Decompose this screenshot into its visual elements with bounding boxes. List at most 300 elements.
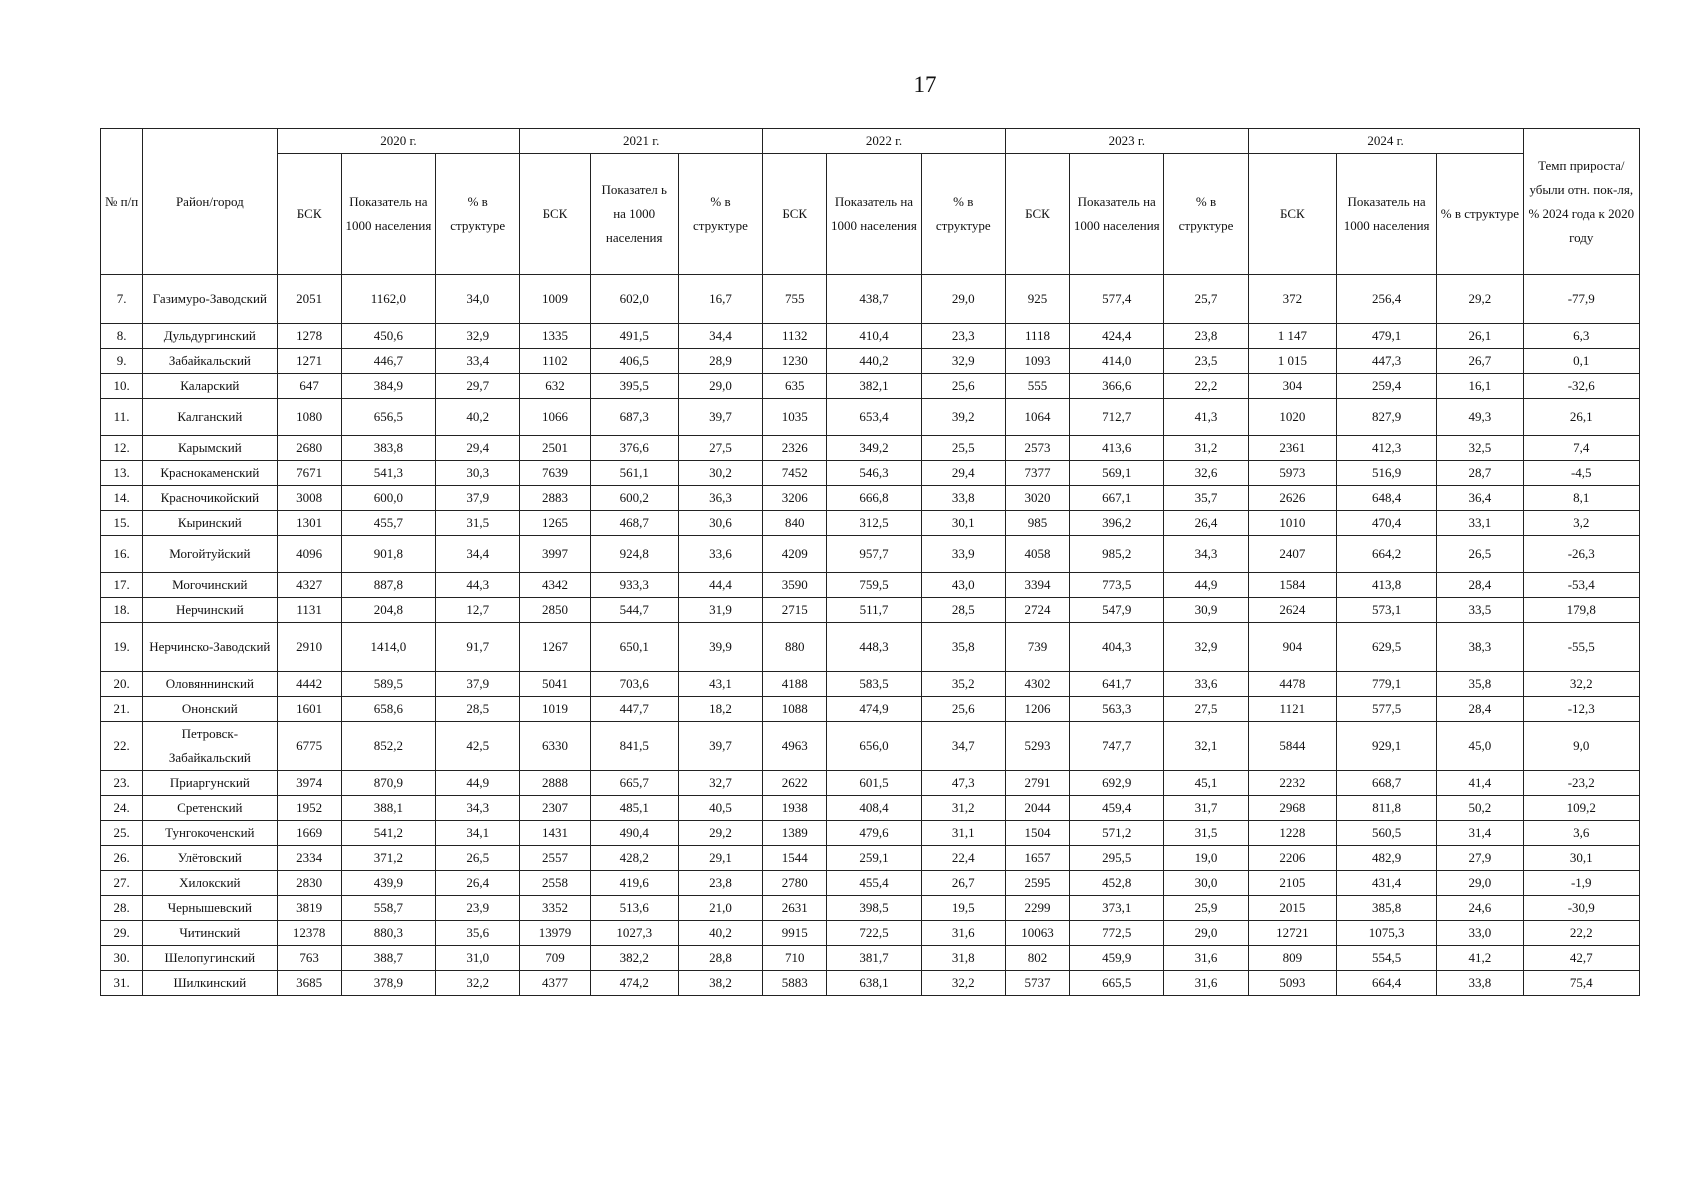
table-cell: 34,0 (436, 275, 520, 324)
table-row (101, 623, 1640, 672)
region-name: Кыринский (143, 511, 277, 536)
table-cell: 827,9 (1336, 399, 1436, 436)
table-cell: 722,5 (827, 921, 921, 946)
table-cell: 985 (1005, 511, 1069, 536)
table-cell: 31,2 (921, 796, 1005, 821)
table-cell: 91,7 (436, 623, 520, 672)
table-cell: 32,7 (678, 771, 762, 796)
table-cell: 22,4 (921, 846, 1005, 871)
statistics-table (100, 128, 1640, 996)
table-cell: 870,9 (341, 771, 435, 796)
table-cell: 479,1 (1336, 324, 1436, 349)
table-cell: 43,0 (921, 573, 1005, 598)
table-cell: 2968 (1248, 796, 1336, 821)
table-row (101, 573, 1640, 598)
table-cell: 388,7 (341, 946, 435, 971)
table-cell: 1657 (1005, 846, 1069, 871)
table-cell: 2105 (1248, 871, 1336, 896)
table-cell: 4302 (1005, 672, 1069, 697)
header-bsk: БСК (520, 154, 590, 275)
table-cell: 30,2 (678, 461, 762, 486)
table-cell: 3008 (277, 486, 341, 511)
region-name: Приаргунский (143, 771, 277, 796)
table-cell: 28,5 (436, 697, 520, 722)
table-cell: 1669 (277, 821, 341, 846)
table-cell: 2307 (520, 796, 590, 821)
row-number: 14. (101, 486, 143, 511)
header-per1000: Показател ь на 1000 населения (590, 154, 678, 275)
row-number: 22. (101, 722, 143, 771)
table-cell: 32,6 (1164, 461, 1248, 486)
table-cell: -26,3 (1523, 536, 1639, 573)
table-cell: 656,0 (827, 722, 921, 771)
table-cell: 658,6 (341, 697, 435, 722)
page-number: 17 (913, 72, 937, 97)
table-cell: 26,7 (921, 871, 1005, 896)
region-name: Могойтуйский (143, 536, 277, 573)
table-cell: 712,7 (1070, 399, 1164, 436)
table-row (101, 324, 1640, 349)
table-cell: -30,9 (1523, 896, 1639, 921)
table-cell: 35,6 (436, 921, 520, 946)
header-pct: % в структуре (921, 154, 1005, 275)
table-cell: 385,8 (1336, 896, 1436, 921)
table-cell: 656,5 (341, 399, 435, 436)
header-bsk: БСК (1248, 154, 1336, 275)
table-cell: 1601 (277, 697, 341, 722)
table-cell: 29,4 (436, 436, 520, 461)
table-cell: 34,4 (436, 536, 520, 573)
table-cell: 3974 (277, 771, 341, 796)
table-cell: 668,7 (1336, 771, 1436, 796)
table-cell: 33,8 (921, 486, 1005, 511)
table-cell: 43,1 (678, 672, 762, 697)
table-cell: 446,7 (341, 349, 435, 374)
table-cell: 371,2 (341, 846, 435, 871)
table-cell: 31,5 (1164, 821, 1248, 846)
table-row (101, 672, 1640, 697)
table-cell: 1132 (763, 324, 827, 349)
table-cell: 709 (520, 946, 590, 971)
table-cell: 641,7 (1070, 672, 1164, 697)
table-cell: 5737 (1005, 971, 1069, 996)
table-row (101, 722, 1640, 771)
table-cell: 1271 (277, 349, 341, 374)
table-cell: 44,9 (1164, 573, 1248, 598)
table-cell: 1265 (520, 511, 590, 536)
table-cell: 16,1 (1437, 374, 1523, 399)
table-cell: 1335 (520, 324, 590, 349)
table-cell: 589,5 (341, 672, 435, 697)
table-cell: 665,7 (590, 771, 678, 796)
table-cell: 459,9 (1070, 946, 1164, 971)
table-cell: 439,9 (341, 871, 435, 896)
table-cell: 4327 (277, 573, 341, 598)
table-cell: 26,1 (1437, 324, 1523, 349)
table-cell: 1 015 (1248, 349, 1336, 374)
table-cell: 12378 (277, 921, 341, 946)
table-cell: 459,4 (1070, 796, 1164, 821)
row-number: 17. (101, 573, 143, 598)
table-cell: 635 (763, 374, 827, 399)
table-cell: 929,1 (1336, 722, 1436, 771)
table-cell: 1301 (277, 511, 341, 536)
row-number: 8. (101, 324, 143, 349)
row-number: 10. (101, 374, 143, 399)
table-row (101, 486, 1640, 511)
table-cell: 26,7 (1437, 349, 1523, 374)
table-cell: 924,8 (590, 536, 678, 573)
table-cell: 37,9 (436, 672, 520, 697)
table-cell: 2715 (763, 598, 827, 623)
header-year-2023: 2023 г. (1005, 129, 1248, 154)
table-cell: 410,4 (827, 324, 921, 349)
table-cell: 1093 (1005, 349, 1069, 374)
table-cell: 75,4 (1523, 971, 1639, 996)
table-cell: 22,2 (1523, 921, 1639, 946)
table-cell: 12721 (1248, 921, 1336, 946)
table-cell: 388,1 (341, 796, 435, 821)
table-cell: 650,1 (590, 623, 678, 672)
table-cell: 34,4 (678, 324, 762, 349)
table-cell: 32,2 (921, 971, 1005, 996)
table-cell: 448,3 (827, 623, 921, 672)
row-number: 11. (101, 399, 143, 436)
table-cell: 32,9 (436, 324, 520, 349)
table-cell: 23,5 (1164, 349, 1248, 374)
table-cell: 34,7 (921, 722, 1005, 771)
table-cell: 985,2 (1070, 536, 1164, 573)
table-cell: 33,4 (436, 349, 520, 374)
table-row (101, 796, 1640, 821)
table-cell: 6775 (277, 722, 341, 771)
table-cell: 4442 (277, 672, 341, 697)
table-cell: 259,1 (827, 846, 921, 871)
region-name: Красночикойский (143, 486, 277, 511)
table-cell: 3,6 (1523, 821, 1639, 846)
table-cell: 33,6 (678, 536, 762, 573)
table-cell: 664,2 (1336, 536, 1436, 573)
table-cell: 2044 (1005, 796, 1069, 821)
table-cell: 179,8 (1523, 598, 1639, 623)
region-name: Оловяннинский (143, 672, 277, 697)
table-cell: 27,5 (678, 436, 762, 461)
table-cell: 802 (1005, 946, 1069, 971)
table-cell: 485,1 (590, 796, 678, 821)
table-cell: 647 (277, 374, 341, 399)
table-cell: 3997 (520, 536, 590, 573)
header-year-2021: 2021 г. (520, 129, 763, 154)
table-cell: 13979 (520, 921, 590, 946)
table-cell: 1 147 (1248, 324, 1336, 349)
table-cell: 1431 (520, 821, 590, 846)
table-cell: 5093 (1248, 971, 1336, 996)
region-name: Читинский (143, 921, 277, 946)
table-cell: 109,2 (1523, 796, 1639, 821)
table-cell: 42,5 (436, 722, 520, 771)
table-cell: 2624 (1248, 598, 1336, 623)
table-row (101, 349, 1640, 374)
row-number: 12. (101, 436, 143, 461)
table-cell: 39,7 (678, 399, 762, 436)
table-cell: 30,3 (436, 461, 520, 486)
table-cell: 1544 (763, 846, 827, 871)
table-cell: 2501 (520, 436, 590, 461)
region-name: Хилокский (143, 871, 277, 896)
table-cell: 2850 (520, 598, 590, 623)
table-cell: 27,9 (1437, 846, 1523, 871)
table-cell: 349,2 (827, 436, 921, 461)
table-cell: -55,5 (1523, 623, 1639, 672)
table-cell: 577,4 (1070, 275, 1164, 324)
table-cell: 30,1 (921, 511, 1005, 536)
table-cell: 372 (1248, 275, 1336, 324)
table-cell: 1584 (1248, 573, 1336, 598)
table-cell: 22,2 (1164, 374, 1248, 399)
region-name: Нерчинский (143, 598, 277, 623)
table-cell: 2791 (1005, 771, 1069, 796)
table-cell: 438,7 (827, 275, 921, 324)
table-cell: 2573 (1005, 436, 1069, 461)
table-cell: 406,5 (590, 349, 678, 374)
table-cell: 880 (763, 623, 827, 672)
table-cell: 32,1 (1164, 722, 1248, 771)
table-cell: 23,8 (678, 871, 762, 896)
table-cell: 632 (520, 374, 590, 399)
table-cell: 560,5 (1336, 821, 1436, 846)
region-name: Карымский (143, 436, 277, 461)
table-cell: 39,7 (678, 722, 762, 771)
table-cell: 35,7 (1164, 486, 1248, 511)
table-cell: -32,6 (1523, 374, 1639, 399)
table-cell: -12,3 (1523, 697, 1639, 722)
table-cell: 31,1 (921, 821, 1005, 846)
region-name: Краснокаменский (143, 461, 277, 486)
header-pct: % в структуре (1164, 154, 1248, 275)
table-cell: 6330 (520, 722, 590, 771)
table-cell: 396,2 (1070, 511, 1164, 536)
table-cell: 1075,3 (1336, 921, 1436, 946)
table-cell: 42,7 (1523, 946, 1639, 971)
table-cell: 204,8 (341, 598, 435, 623)
table-cell: 1121 (1248, 697, 1336, 722)
table-cell: 33,6 (1164, 672, 1248, 697)
table-cell: 23,3 (921, 324, 1005, 349)
table-cell: 376,6 (590, 436, 678, 461)
table-cell: 1952 (277, 796, 341, 821)
header-bsk: БСК (763, 154, 827, 275)
table-body (101, 275, 1640, 996)
table-cell: 31,9 (678, 598, 762, 623)
table-cell: 1027,3 (590, 921, 678, 946)
table-cell: 29,0 (921, 275, 1005, 324)
table-cell: 703,6 (590, 672, 678, 697)
region-name: Забайкальский (143, 349, 277, 374)
table-cell: 27,5 (1164, 697, 1248, 722)
table-cell: 2051 (277, 275, 341, 324)
table-row (101, 896, 1640, 921)
table-cell: 19,0 (1164, 846, 1248, 871)
row-number: 15. (101, 511, 143, 536)
table-cell: 383,8 (341, 436, 435, 461)
table-row (101, 598, 1640, 623)
table-cell: 482,9 (1336, 846, 1436, 871)
table-row (101, 921, 1640, 946)
table-cell: 49,3 (1437, 399, 1523, 436)
table-cell: 3020 (1005, 486, 1069, 511)
table-cell: 31,6 (1164, 971, 1248, 996)
table-cell: 8,1 (1523, 486, 1639, 511)
table-cell: 3590 (763, 573, 827, 598)
table-cell: 755 (763, 275, 827, 324)
table-cell: 1118 (1005, 324, 1069, 349)
table-cell: 39,2 (921, 399, 1005, 436)
table-cell: 33,9 (921, 536, 1005, 573)
table-cell: 1064 (1005, 399, 1069, 436)
table-cell: 36,3 (678, 486, 762, 511)
table-cell: 7452 (763, 461, 827, 486)
table-cell: 312,5 (827, 511, 921, 536)
row-number: 31. (101, 971, 143, 996)
table-cell: 19,5 (921, 896, 1005, 921)
table-cell: 31,2 (1164, 436, 1248, 461)
table-row (101, 871, 1640, 896)
table-cell: 2595 (1005, 871, 1069, 896)
table-cell: 29,4 (921, 461, 1005, 486)
table-cell: 366,6 (1070, 374, 1164, 399)
header-bsk: БСК (1005, 154, 1069, 275)
table-row (101, 461, 1640, 486)
table-cell: 2626 (1248, 486, 1336, 511)
table-cell: 10063 (1005, 921, 1069, 946)
row-number: 19. (101, 623, 143, 672)
region-name: Нерчинско-Заводский (143, 623, 277, 672)
table-cell: 26,4 (1164, 511, 1248, 536)
table-cell: 256,4 (1336, 275, 1436, 324)
table-cell: 602,0 (590, 275, 678, 324)
header-pct: % в структуре (436, 154, 520, 275)
table-cell: 629,5 (1336, 623, 1436, 672)
table-row (101, 275, 1640, 324)
region-name: Чернышевский (143, 896, 277, 921)
table-row (101, 971, 1640, 996)
row-number: 7. (101, 275, 143, 324)
header-per1000: Показатель на 1000 населения (827, 154, 921, 275)
table-cell: 569,1 (1070, 461, 1164, 486)
row-number: 20. (101, 672, 143, 697)
table-cell: -77,9 (1523, 275, 1639, 324)
table-cell: 29,2 (1437, 275, 1523, 324)
header-pct: % в структуре (678, 154, 762, 275)
table-cell: 511,7 (827, 598, 921, 623)
row-number: 26. (101, 846, 143, 871)
table-cell: 413,8 (1336, 573, 1436, 598)
table-cell: 880,3 (341, 921, 435, 946)
row-number: 16. (101, 536, 143, 573)
table-cell: 295,5 (1070, 846, 1164, 871)
table-cell: 447,7 (590, 697, 678, 722)
table-cell: 35,8 (921, 623, 1005, 672)
table-cell: 852,2 (341, 722, 435, 771)
table-cell: 440,2 (827, 349, 921, 374)
table-cell: 555 (1005, 374, 1069, 399)
table-cell: 7671 (277, 461, 341, 486)
table-cell: 692,9 (1070, 771, 1164, 796)
table-row (101, 399, 1640, 436)
row-number: 21. (101, 697, 143, 722)
table-cell: 468,7 (590, 511, 678, 536)
table-cell: 9915 (763, 921, 827, 946)
table-cell: 32,2 (436, 971, 520, 996)
table-cell: 1206 (1005, 697, 1069, 722)
table-cell: 5293 (1005, 722, 1069, 771)
table-cell: 573,1 (1336, 598, 1436, 623)
table-cell: 2326 (763, 436, 827, 461)
table-cell: 16,7 (678, 275, 762, 324)
table-cell: 33,8 (1437, 971, 1523, 996)
table-cell: 773,5 (1070, 573, 1164, 598)
region-name: Могочинский (143, 573, 277, 598)
table-cell: 382,1 (827, 374, 921, 399)
table-cell: 44,3 (436, 573, 520, 598)
row-number: 24. (101, 796, 143, 821)
table-cell: 2232 (1248, 771, 1336, 796)
table-cell: 541,2 (341, 821, 435, 846)
table-cell: 37,9 (436, 486, 520, 511)
table-cell: 419,6 (590, 871, 678, 896)
table-cell: 772,5 (1070, 921, 1164, 946)
table-cell: 2780 (763, 871, 827, 896)
header-growth: Темп прироста/ убыли отн. пок-ля, % 2024 года к 2020 году (1523, 129, 1639, 275)
table-cell: 1267 (520, 623, 590, 672)
table-cell: 41,4 (1437, 771, 1523, 796)
row-number: 18. (101, 598, 143, 623)
table-cell: 39,9 (678, 623, 762, 672)
table-cell: 398,5 (827, 896, 921, 921)
table-row (101, 771, 1640, 796)
table-cell: 1019 (520, 697, 590, 722)
region-name: Петровск-Забайкальский (143, 722, 277, 771)
table-cell: 18,2 (678, 697, 762, 722)
table-cell: 546,3 (827, 461, 921, 486)
table-cell: 28,4 (1437, 573, 1523, 598)
table-cell: 1035 (763, 399, 827, 436)
region-name: Шилкинский (143, 971, 277, 996)
table-cell: 3394 (1005, 573, 1069, 598)
table-cell: 544,7 (590, 598, 678, 623)
table-cell: 479,6 (827, 821, 921, 846)
table-cell: 1162,0 (341, 275, 435, 324)
table-cell: 28,4 (1437, 697, 1523, 722)
table-cell: 45,1 (1164, 771, 1248, 796)
table-cell: 29,0 (1437, 871, 1523, 896)
table-cell: 1009 (520, 275, 590, 324)
row-number: 23. (101, 771, 143, 796)
table-cell: 841,5 (590, 722, 678, 771)
table-cell: 455,4 (827, 871, 921, 896)
table-cell: 4478 (1248, 672, 1336, 697)
table-cell: 44,4 (678, 573, 762, 598)
table-cell: 5973 (1248, 461, 1336, 486)
table-cell: 21,0 (678, 896, 762, 921)
table-cell: 5883 (763, 971, 827, 996)
table-cell: 2631 (763, 896, 827, 921)
table-cell: 4058 (1005, 536, 1069, 573)
row-number: 25. (101, 821, 143, 846)
table-cell: 34,1 (436, 821, 520, 846)
table-cell: 2680 (277, 436, 341, 461)
table-cell: 2334 (277, 846, 341, 871)
